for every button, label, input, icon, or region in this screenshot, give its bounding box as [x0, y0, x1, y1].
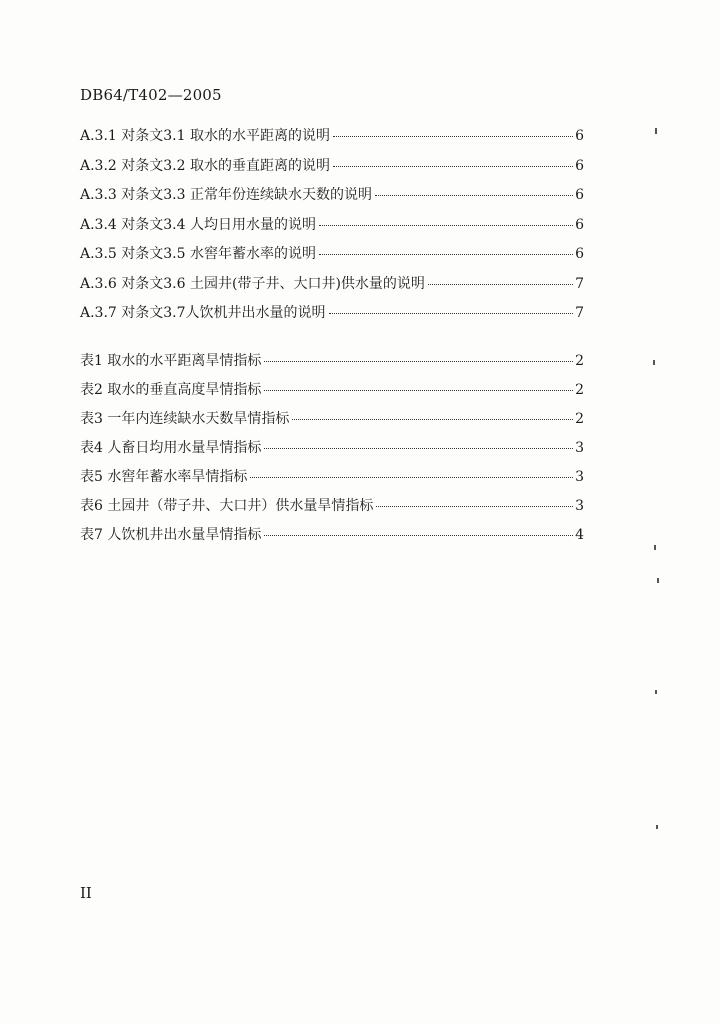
dot-leader — [264, 448, 573, 449]
toc-entry-title: A.3.1 对条文3.1 取水的水平距离的说明 — [80, 128, 330, 144]
scan-speck — [653, 360, 655, 365]
toc-entry-page: 2 — [575, 353, 584, 369]
toc-entry-title: 表2 取水的垂直高度旱情指标 — [80, 382, 262, 398]
scan-speck — [656, 825, 658, 829]
toc-entry — [80, 302, 584, 332]
toc-entry-page: 4 — [575, 527, 584, 543]
dot-leader — [333, 136, 573, 137]
scan-speck — [655, 128, 657, 134]
toc-entry-page: 7 — [575, 275, 584, 292]
toc-entry-page: 3 — [575, 498, 584, 514]
toc-entry — [80, 273, 584, 303]
toc-entry — [80, 437, 584, 466]
toc-entry-title: 表5 水窖年蓄水率旱情指标 — [80, 469, 248, 485]
toc-entry-title: A.3.3 对条文3.3 正常年份连续缺水天数的说明 — [80, 187, 372, 203]
toc-entry — [80, 524, 584, 553]
dot-leader — [250, 477, 573, 478]
toc-entry-title: 表3 一年内连续缺水天数旱情指标 — [80, 411, 290, 427]
toc-entry-page: 6 — [575, 216, 584, 233]
toc-entry-page: 3 — [575, 469, 584, 485]
page-number: II — [80, 884, 92, 902]
toc-entry-title: A.3.6 对条文3.6 土园井(带子井、大口井)供水量的说明 — [80, 275, 425, 292]
table-toc-list — [80, 350, 584, 553]
scan-speck — [654, 545, 656, 550]
toc-entry-title: 表6 土园井（带子井、大口井）供水量旱情指标 — [80, 498, 374, 514]
toc-entry — [80, 214, 584, 244]
dot-leader — [264, 390, 573, 391]
dot-leader — [333, 166, 573, 167]
appendix-toc-list — [80, 125, 584, 332]
toc-entry-page: 6 — [575, 246, 584, 262]
toc-entry — [80, 466, 584, 495]
dot-leader — [264, 535, 573, 536]
dot-leader — [292, 419, 573, 420]
toc-entry — [80, 155, 584, 185]
dot-leader — [375, 195, 573, 196]
toc-entry-page: 2 — [575, 411, 584, 427]
dot-leader — [376, 506, 573, 507]
toc-entry — [80, 184, 584, 214]
toc-entry — [80, 408, 584, 437]
toc-entry — [80, 379, 584, 408]
toc-entry-title: 表1 取水的水平距离旱情指标 — [80, 353, 262, 369]
dot-leader — [329, 313, 574, 314]
document-code: DB64/T402—2005 — [80, 86, 222, 104]
toc-entry-title: A.3.4 对条文3.4 人均日用水量的说明 — [80, 216, 316, 233]
toc-entry — [80, 495, 584, 524]
dot-leader — [428, 284, 573, 285]
toc-entry-page: 3 — [575, 440, 584, 456]
toc-entry-title: A.3.5 对条文3.5 水窖年蓄水率的说明 — [80, 246, 316, 262]
toc-entry-page: 6 — [575, 128, 584, 144]
toc-entry-page: 6 — [575, 157, 584, 174]
dot-leader — [319, 254, 573, 255]
toc-entry — [80, 125, 584, 155]
toc-entry-title: A.3.7 对条文3.7人饮机井出水量的说明 — [80, 305, 326, 321]
scan-speck — [655, 690, 657, 694]
dot-leader — [319, 225, 573, 226]
toc-entry-page: 7 — [575, 305, 584, 321]
toc-entry — [80, 243, 584, 273]
toc-entry-page: 6 — [575, 187, 584, 203]
toc-entry-page: 2 — [575, 382, 584, 398]
dot-leader — [264, 361, 573, 362]
toc-entry — [80, 350, 584, 379]
scan-speck — [657, 578, 659, 583]
toc-entry-title: 表7 人饮机井出水量旱情指标 — [80, 527, 262, 543]
toc-entry-title: A.3.2 对条文3.2 取水的垂直距离的说明 — [80, 157, 330, 174]
toc-entry-title: 表4 人畜日均用水量旱情指标 — [80, 440, 262, 456]
